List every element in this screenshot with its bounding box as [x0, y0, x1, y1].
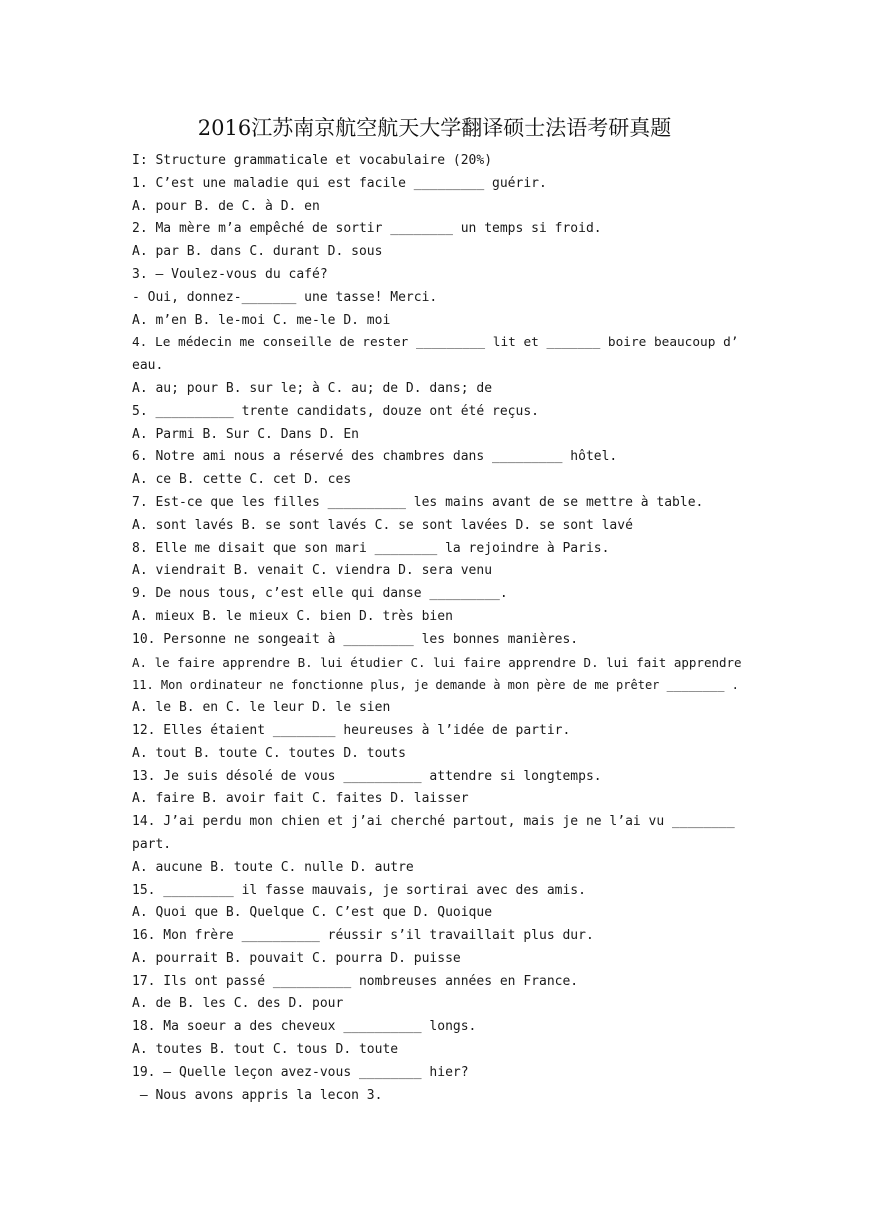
- text-line: 13. Je suis désolé de vous __________ attendre si longtemps.: [132, 768, 602, 784]
- text-line: A. le B. en C. le leur D. le sien: [132, 700, 391, 716]
- text-line: 6. Notre ami nous a réservé des chambres dans _________ hôtel.: [132, 449, 618, 465]
- text-line: A. mieux B. le mieux C. bien D. très bien: [132, 608, 453, 624]
- text-line: A. tout B. toute C. toutes D. touts: [132, 745, 406, 761]
- text-line: 10. Personne ne songeait à _________ les bonnes manières.: [132, 631, 579, 647]
- text-line: A. le faire apprendre B. lui étudier C. lui faire apprendre D. lui fait apprendre: [132, 654, 742, 670]
- document-body: [132, 150, 742, 1107]
- text-line: – Nous avons appris la lecon 3.: [132, 1087, 383, 1103]
- text-line: A. pour B. de C. à D. en: [132, 198, 320, 214]
- text-line: 3. – Voulez-vous du café?: [132, 266, 328, 282]
- text-line: 17. Ils ont passé __________ nombreuses années en France.: [132, 973, 579, 989]
- text-line: 1. C’est une maladie qui est facile _________ guérir.: [132, 175, 547, 191]
- text-line: A. viendrait B. venait C. viendra D. sera venu: [132, 563, 493, 579]
- text-line: 5. __________ trente candidats, douze ont été reçus.: [132, 403, 539, 419]
- text-line: 14. J’ai perdu mon chien et j’ai cherché partout, mais je ne l’ai vu ________: [132, 814, 735, 830]
- text-line: 15. _________ il fasse mauvais, je sortirai avec des amis.: [132, 882, 586, 898]
- text-line: 19. – Quelle leçon avez-vous ________ hier?: [132, 1064, 469, 1080]
- text-line: 18. Ma soeur a des cheveux __________ longs.: [132, 1019, 477, 1035]
- text-line: A. par B. dans C. durant D. sous: [132, 244, 383, 260]
- text-line: I: Structure grammaticale et vocabulaire (20%): [132, 153, 493, 168]
- text-line: A. faire B. avoir fait C. faites D. laisser: [132, 791, 469, 807]
- text-line: 9. De nous tous, c’est elle qui danse _________.: [132, 586, 508, 602]
- text-line: - Oui, donnez-_______ une tasse! Merci.: [132, 289, 438, 305]
- text-line: A. ce B. cette C. cet D. ces: [132, 472, 352, 488]
- text-line: 11. Mon ordinateur ne fonctionne plus, je demande à mon père de me prêter ________ .: [132, 678, 739, 693]
- text-line: eau.: [132, 358, 164, 374]
- text-line: A. pourrait B. pouvait C. pourra D. puisse: [132, 950, 461, 966]
- text-line: 12. Elles étaient ________ heureuses à l’idée de partir.: [132, 722, 571, 738]
- text-line: A. Quoi que B. Quelque C. C’est que D. Quoique: [132, 905, 493, 921]
- text-line: A. sont lavés B. se sont lavés C. se sont lavées D. se sont lavé: [132, 517, 633, 533]
- text-line: 8. Elle me disait que son mari ________ la rejoindre à Paris.: [132, 540, 610, 556]
- text-line: 7. Est-ce que les filles __________ les mains avant de se mettre à table.: [132, 494, 704, 510]
- text-line: 16. Mon frère __________ réussir s’il travaillait plus dur.: [132, 928, 594, 944]
- text-line: part.: [132, 836, 172, 852]
- text-line: A. m’en B. le-moi C. me-le D. moi: [132, 312, 391, 328]
- document-title: 2016江苏南京航空航天大学翻译硕士法语考研真题: [197, 116, 672, 140]
- text-line: 4. Le médecin me conseille de rester _________ lit et _______ boire beaucoup d’: [132, 335, 739, 351]
- text-line: A. aucune B. toute C. nulle D. autre: [132, 859, 414, 875]
- text-line: 2. Ma mère m’a empêché de sortir ________ un temps si froid.: [132, 221, 602, 237]
- text-line: A. au; pour B. sur le; à C. au; de D. dans; de: [132, 380, 493, 396]
- text-line: A. toutes B. tout C. tous D. toute: [132, 1042, 399, 1058]
- text-line: A. Parmi B. Sur C. Dans D. En: [132, 426, 359, 442]
- text-line: A. de B. les C. des D. pour: [132, 996, 344, 1012]
